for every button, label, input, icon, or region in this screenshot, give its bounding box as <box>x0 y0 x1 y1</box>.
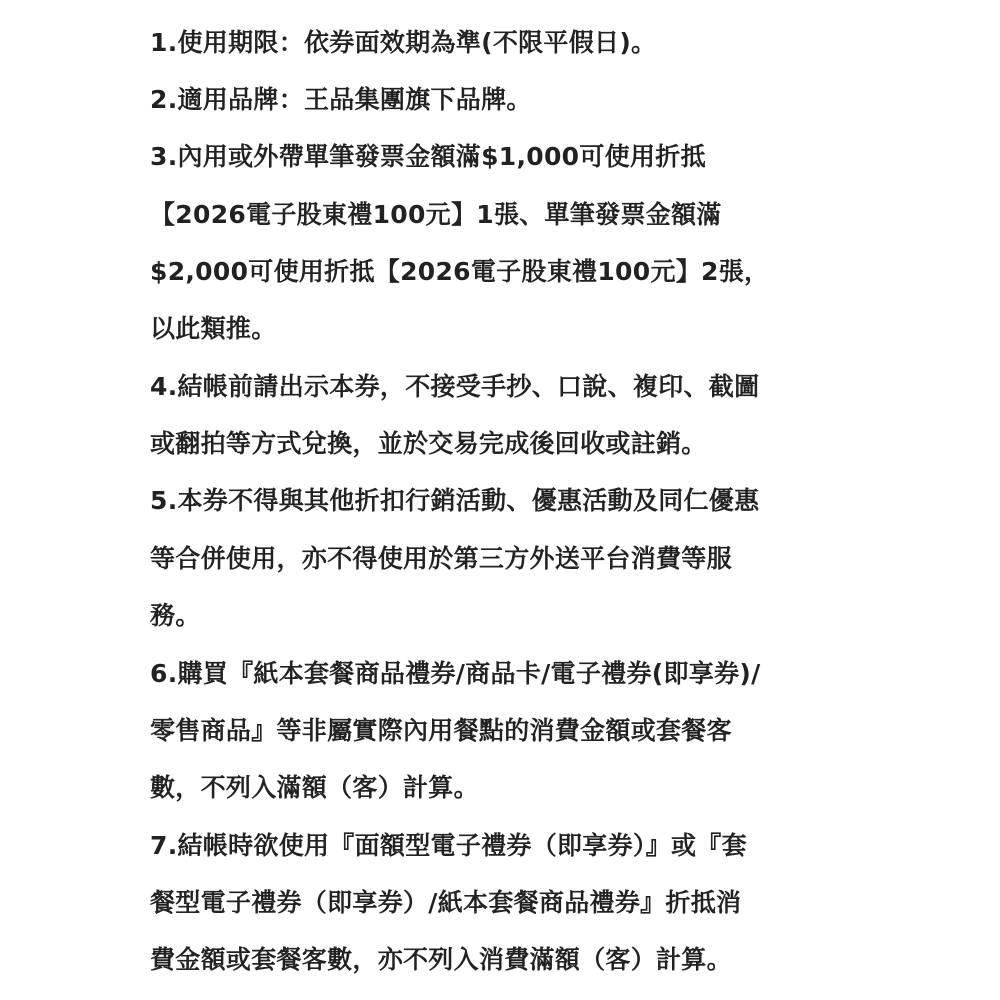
term-3-line-3: $2,000可使用折抵【2026電子股東禮100元】2張， <box>150 257 770 286</box>
term-4-line-2: 或翻拍等方式兌換，並於交易完成後回收或註銷。 <box>150 429 707 458</box>
term-6-line-3: 數，不列入滿額（客）計算。 <box>150 773 479 802</box>
term-4-line-1: 4.結帳前請出示本券，不接受手抄、口說、複印、截圖 <box>150 372 760 401</box>
term-5-line-2: 等合併使用，亦不得使用於第三方外送平台消費等服 <box>150 544 732 573</box>
term-3-line-4: 以此類推。 <box>150 314 277 343</box>
term-3-line-2: 【2026電子股東禮100元】1張、單筆發票金額滿 <box>150 200 722 229</box>
term-6-line-1: 6.購買『紙本套餐商品禮券/商品卡/電子禮券(即享券)/ <box>150 659 761 688</box>
term-7-line-2: 餐型電子禮券（即享券）/紙本套餐商品禮券』折抵消 <box>150 888 742 917</box>
term-5-line-3: 務。 <box>150 601 201 630</box>
term-3-line-1: 3.內用或外帶單筆發票金額滿$1,000可使用折抵 <box>150 142 706 171</box>
term-5-line-1: 5.本券不得與其他折扣行銷活動、優惠活動及同仁優惠 <box>150 486 760 515</box>
term-7-line-3: 費金額或套餐客數，亦不列入消費滿額（客）計算。 <box>150 945 732 974</box>
term-6-line-2: 零售商品』等非屬實際內用餐點的消費金額或套餐客 <box>150 716 732 745</box>
term-2-line-1: 2.適用品牌：王品集團旗下品牌。 <box>150 85 532 114</box>
term-1-line-1: 1.使用期限：依券面效期為準(不限平假日)。 <box>150 28 657 57</box>
term-7-line-1: 7.結帳時欲使用『面額型電子禮券（即享券）』或『套 <box>150 831 747 860</box>
